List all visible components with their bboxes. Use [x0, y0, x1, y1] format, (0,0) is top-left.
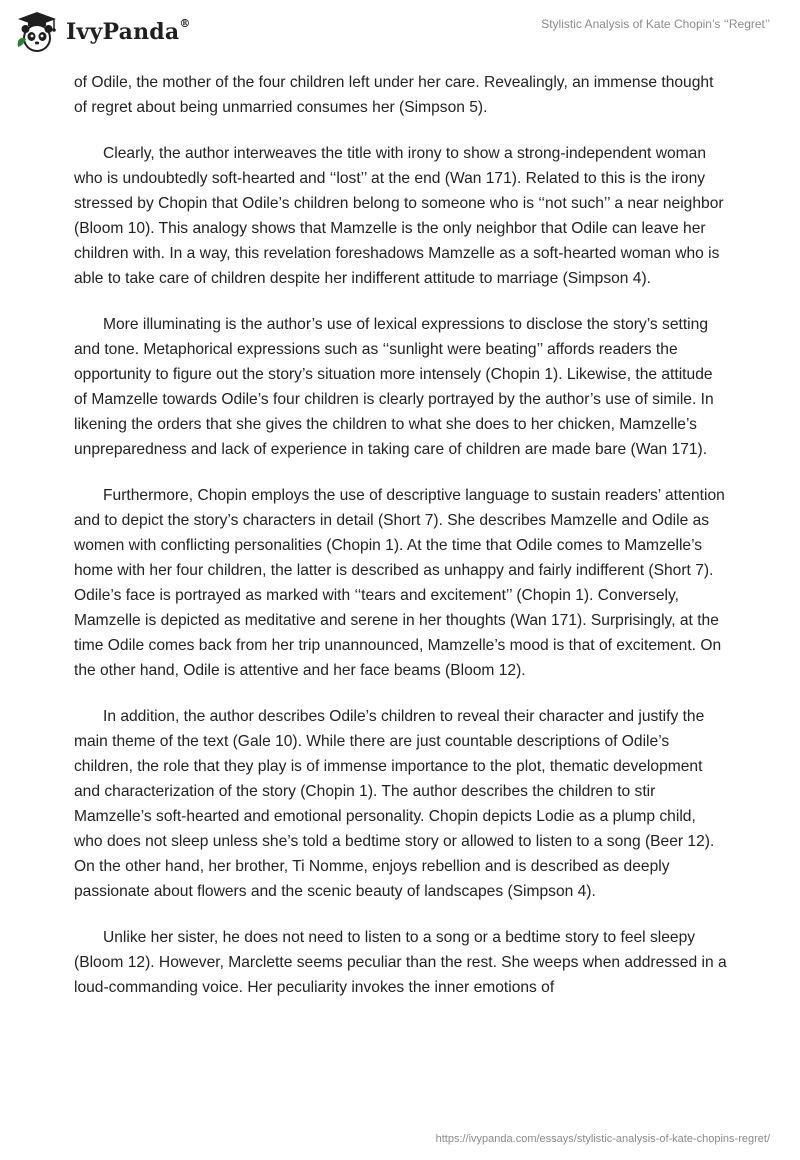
paragraph: More illuminating is the author’s use of lexical expressions to disclose the story’s setting and tone. Metaphorical expressions such as ‘‘sunlight were beating’’ affords readers the opportunity to figure out the story’s situation more intensely (Chopin 1). Likewise, the attitude of Mamzelle towards Odile’s four children is clearly portrayed by the author’s use of simile. In likening the orders that she gives the children to what she does to her chicken, Mamzelle’s unpreparedness and lack of experience in taking care of children are made bare (Wan 171). [74, 316, 714, 458]
ivypanda-logo[interactable] [14, 8, 191, 56]
paragraph: Furthermore, Chopin employs the use of descriptive language to sustain readers’ attention and to depict the story’s characters in detail (Short 7). She describes Mamzelle and Odile as women with conflicting personalities (Chopin 1). At the time that Odile comes to Mamzelle’s home with her four children, the latter is described as unhappy and fairly indifferent (Short 7). Odile’s face is portrayed as marked with ‘‘tears and excitement’’ (Chopin 1). Conversely, Mamzelle is depicted as meditative and serene in her thoughts (Wan 171). Surprisingly, at the time Odile comes back from her trip unannounced, Mamzelle’s mood is that of excitement. On the other hand, Odile is attentive and her face beams (Bloom 12). [74, 487, 725, 679]
source-url[interactable]: https://ivypanda.com/essays/stylistic-analysis-of-kate-chopins-regret/ [435, 1133, 770, 1145]
registered-mark: ® [179, 17, 191, 30]
page-header [0, 0, 800, 64]
paragraph: Clearly, the author interweaves the title with irony to show a strong-independent woman who is undoubtedly soft-hearted and ‘‘lost’’ at the end (Wan 171). Related to this is the irony stressed by Chopin that Odile’s children belong to someone who is ‘‘not such’’ a near neighbor (Bloom 10). This analogy shows that Mamzelle is the only neighbor that Odile can leave her children with. In a way, this revelation foreshadows Mamzelle as a soft-hearted woman who is able to take care of children despite her indifferent attitude to marriage (Simpson 4). [74, 145, 724, 287]
essay-body [74, 70, 728, 1021]
paragraph: Unlike her sister, he does not need to listen to a song or a bedtime story to feel sleepy (Bloom 12). However, Marclette seems peculiar than the rest. She weeps when addressed in a loud-commanding voice. Her peculiarity invokes the inner emotions of [74, 929, 727, 996]
paragraph: In addition, the author describes Odile’s children to reveal their character and justify the main theme of the text (Gale 10). While there are just countable descriptions of Odile’s children, the role that they play is of immense importance to the plot, thematic development and characterization of the story (Chopin 1). The author describes the children to stir Mamzelle’s soft-hearted and emotional personality. Chopin depicts Lodie as a plump child, who does not sleep unless she’s told a bedtime story or allowed to listen to a song (Beer 12). On the other hand, her brother, Ti Nomme, enjoys rebellion and is described as deeply passionate about flowers and the scenic beauty of landscapes (Simpson 4). [74, 708, 715, 900]
panda-graduate-icon [14, 9, 60, 55]
document-title: Stylistic Analysis of Kate Chopin’s ‘‘Regret’’ [541, 17, 770, 31]
brand-name: IvyPanda® [66, 17, 191, 45]
paragraph: of Odile, the mother of the four children left under her care. Revealingly, an immense thought of regret about being unmarried consumes her (Simpson 5). [74, 74, 714, 116]
